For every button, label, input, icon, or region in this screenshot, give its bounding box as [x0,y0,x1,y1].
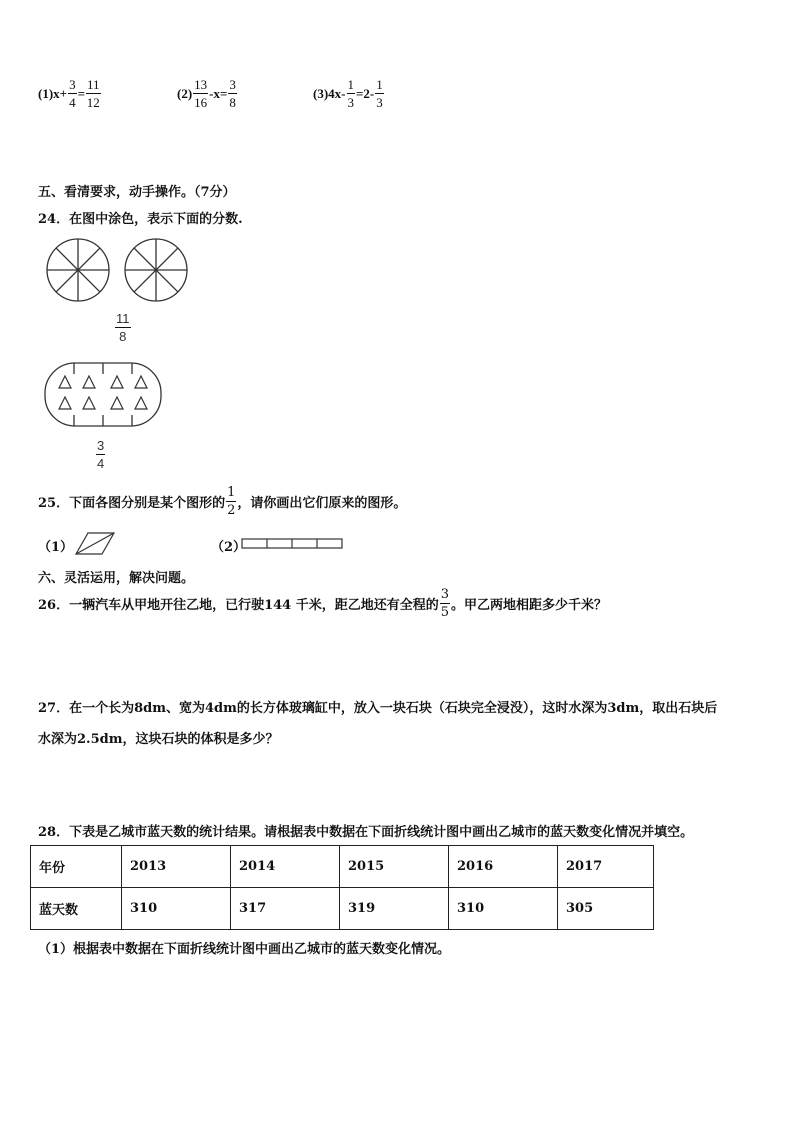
equation-1-fraction-b: $\frac{11}{12}$ [86,77,100,110]
question-28-text: 28．下表是乙城市蓝天数的统计结果。请根据表中数据在下面折线统计图中画出乙城市的蓝天数变化情况并填空。 [38,825,694,840]
table-data-row [31,888,654,930]
table-cell: 蓝天数 [31,888,122,930]
equation-3 [313,78,385,109]
question-28-sub-1: （1）根据表中数据在下面折线统计图中画出乙城市的蓝天数变化情况。 [38,942,451,957]
question-24-text: 24．在图中涂色，表示下面的分数. [38,212,243,227]
table-cell: 2014 [231,846,340,888]
equation-2-prefix: (2) [177,85,193,101]
table-cell: 310 [449,888,558,930]
equation-1-mid: = [77,85,85,101]
parallelogram-figure [74,532,118,556]
question-26-text: 26．一辆汽车从甲地开往乙地，已行驶144 千米，距乙地还有全程的 $\frac{3}{5}$ 。甲乙两地相距多少千米？ [38,587,608,620]
circle-right [125,239,187,301]
equation-1-fraction-a: $\frac{3}{4}$ [69,77,76,110]
question-27-line-1: 27．在一个长为8dm、宽为4dm的长方体玻璃缸中，放入一块石块（石块完全浸没），这时水深为3dm，取出石块后 [38,701,718,716]
fraction-3-4: $\frac{3}{4}$ [97,438,105,471]
table-cell: 317 [231,888,340,930]
table-cell: 319 [340,888,449,930]
circles-figure [40,236,200,306]
question-25-text: 25．下面各图分别是某个图形的 $\frac{1}{2}$ ，请你画出它们原来的图形。 [38,485,407,518]
equation-3-fraction-b: $\frac{1}{3}$ [376,77,383,110]
figure-1-label: （1） [38,540,74,555]
equation-1 [38,78,102,109]
equation-1-prefix: (1)x+ [38,85,68,101]
fraction-11-8: $\frac{11}{8}$ [116,311,130,344]
table-cell: 年份 [31,846,122,888]
table-cell: 2016 [449,846,558,888]
segmented-bar-figure [241,538,344,550]
oval-triangles-figure [44,362,164,428]
question-27-line-2: 水深为2.5dm，这块石块的体积是多少？ [38,732,279,747]
equation-2-fraction-b: $\frac{3}{8}$ [229,77,236,110]
equation-3-prefix: (3)4x- [313,85,346,101]
table-header-row [31,846,654,888]
equation-3-mid: =2- [356,85,375,101]
table-cell: 2015 [340,846,449,888]
blue-sky-table [30,845,654,930]
table-cell: 2013 [122,846,231,888]
section-6-title: 六、灵活运用，解决问题。 [38,571,195,586]
equation-2-fraction-a: $\frac{13}{16}$ [194,77,208,110]
circle-left [47,239,109,301]
equation-3-fraction-a: $\frac{1}{3}$ [347,77,354,110]
table-cell: 305 [558,888,654,930]
table-cell: 310 [122,888,231,930]
table-cell: 2017 [558,846,654,888]
section-5-title: 五、看清要求，动手操作。（7分） [38,185,236,200]
equation-2-mid: -x= [209,85,228,101]
equation-2 [177,78,238,109]
figure-2-label: （2） [211,540,247,555]
